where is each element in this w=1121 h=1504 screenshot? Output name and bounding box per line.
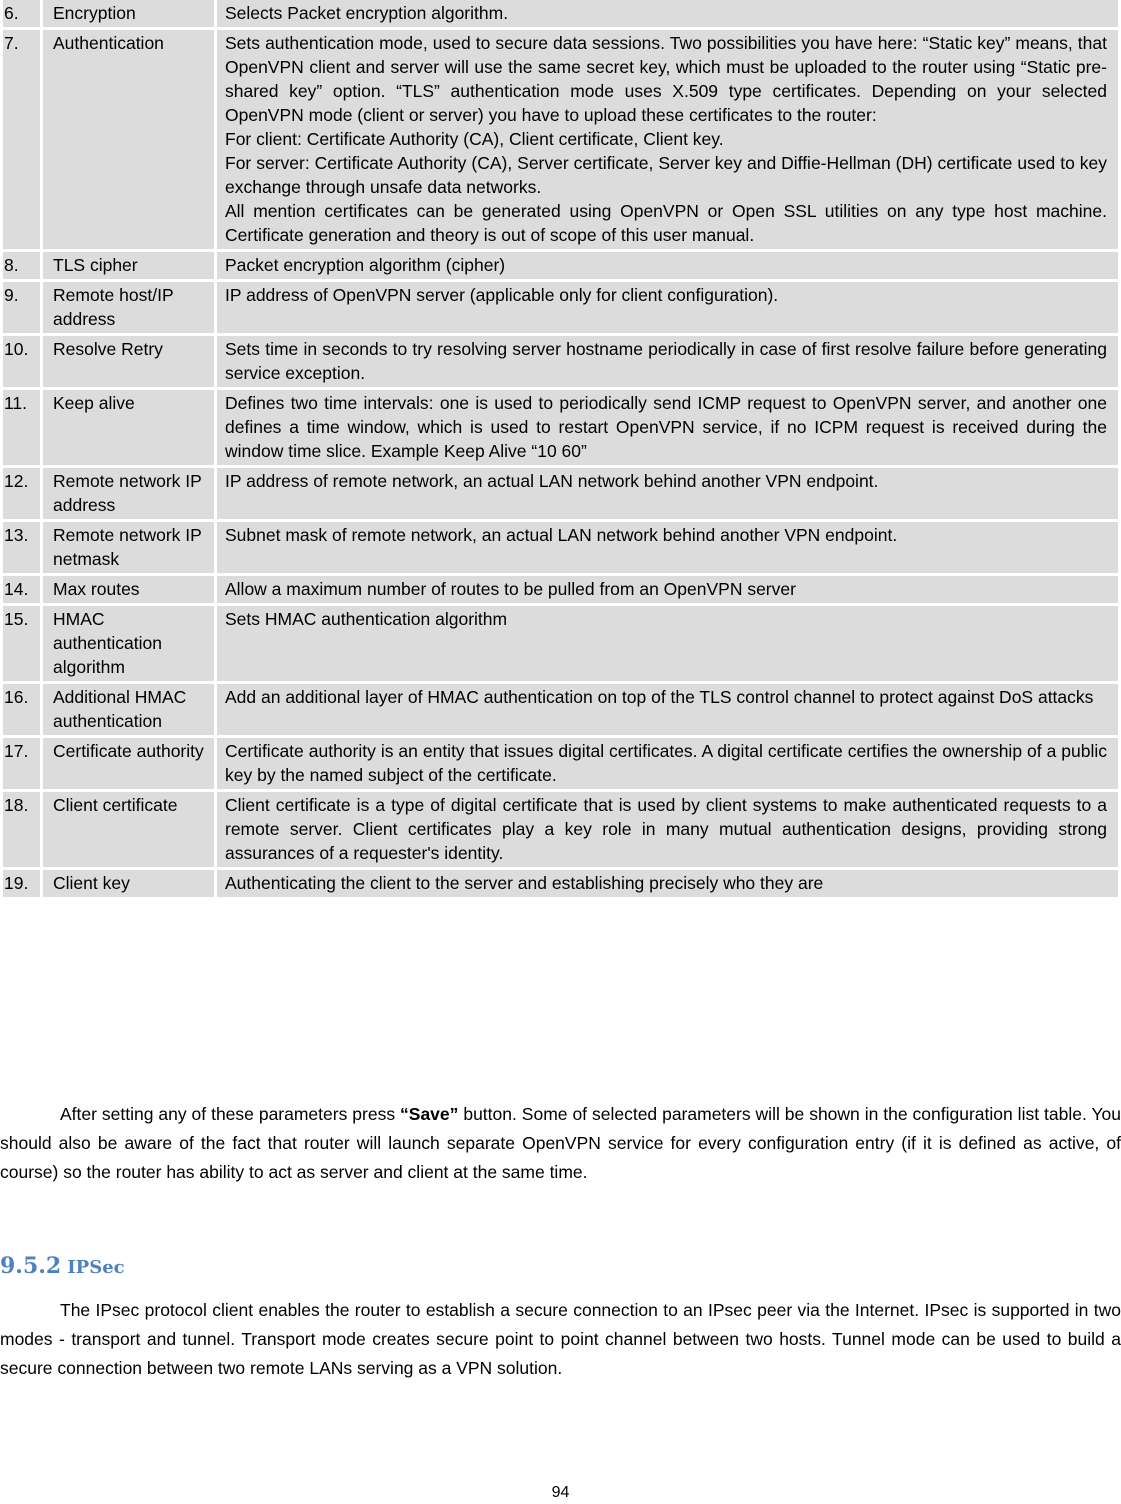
description-line: Sets time in seconds to try resolving server hostname periodically in case of first resolve failure before generating service exception. [225, 339, 1107, 383]
parameter-name: Resolve Retry [43, 336, 214, 387]
row-number: 16. [3, 684, 40, 735]
table-row [3, 30, 1118, 249]
parameter-description [217, 468, 1118, 519]
parameter-description [217, 0, 1118, 27]
description-line: Allow a maximum number of routes to be pulled from an OpenVPN server [225, 579, 796, 599]
parameter-name: Remote network IP netmask [43, 522, 214, 573]
table-row [3, 792, 1118, 867]
parameter-description [217, 336, 1118, 387]
parameter-description [217, 252, 1118, 279]
table-row [3, 576, 1118, 603]
table-row [3, 870, 1118, 897]
row-number: 19. [3, 870, 40, 897]
description-line: Authenticating the client to the server and establishing precisely who they are [225, 873, 824, 893]
description-line: Add an additional layer of HMAC authentication on top of the TLS control channel to protect against DoS attacks [225, 687, 1094, 707]
description-line: Sets HMAC authentication algorithm [225, 609, 508, 629]
table-row [3, 252, 1118, 279]
parameter-name: Remote network IP address [43, 468, 214, 519]
parameter-description [217, 738, 1118, 789]
description-line: All mention certificates can be generated using OpenVPN or Open SSL utilities on any type host machine. Certificate generation and theory is out of scope of this user manual. [225, 201, 1107, 245]
parameter-name: Authentication [43, 30, 214, 249]
table-row [3, 336, 1118, 387]
row-number: 8. [3, 252, 40, 279]
table-row [3, 606, 1118, 681]
row-number: 12. [3, 468, 40, 519]
description-line: Sets authentication mode, used to secure data sessions. Two possibilities you have here: “Static key” means, that OpenVPN client and server will use the same secret key, which must be uploaded to the router using “Static pre-shared key” option. “TLS” authentication mode uses X.509 type certificates. Depending on your selected OpenVPN mode (client or server) you have to upload these certificates to the router: [225, 33, 1107, 125]
row-number: 6. [3, 0, 40, 27]
parameter-description [217, 30, 1118, 249]
table-row [3, 522, 1118, 573]
parameter-description [217, 522, 1118, 573]
parameter-description [217, 390, 1118, 465]
table-row [3, 0, 1118, 27]
section-heading [0, 1253, 125, 1279]
parameter-name: Client key [43, 870, 214, 897]
description-line: For server: Certificate Authority (CA), Server certificate, Server key and Diffie-Hellman (DH) certificate used to key exchange through unsafe data networks. [225, 153, 1107, 197]
description-line: Selects Packet encryption algorithm. [225, 3, 509, 23]
description-line: IP address of OpenVPN server (applicable only for client configuration). [225, 285, 779, 305]
row-number: 11. [3, 390, 40, 465]
row-number: 18. [3, 792, 40, 867]
save-instructions-paragraph [0, 1100, 1121, 1187]
ipsec-description-text: The IPsec protocol client enables the router to establish a secure connection to an IPsec peer via the Internet. IPsec is supported in two modes - transport and tunnel. Transport mode creates secure point to point channel between two hosts. Tunnel mode can be used to build a secure connection between two remote LANs serving as a VPN solution. [0, 1300, 1121, 1378]
save-keyword: “Save” [400, 1104, 459, 1124]
parameter-name: HMAC authentication algorithm [43, 606, 214, 681]
parameter-name: Additional HMAC authentication [43, 684, 214, 735]
parameter-description [217, 282, 1118, 333]
table-row [3, 282, 1118, 333]
parameters-table-body [3, 0, 1118, 897]
section-number: 9.5.2 [0, 1253, 62, 1279]
description-line: IP address of remote network, an actual LAN network behind another VPN endpoint. [225, 471, 879, 491]
row-number: 17. [3, 738, 40, 789]
table-row [3, 468, 1118, 519]
table-row [3, 738, 1118, 789]
parameter-description [217, 684, 1118, 735]
parameter-description [217, 870, 1118, 897]
row-number: 15. [3, 606, 40, 681]
table-row [3, 684, 1118, 735]
parameter-description [217, 792, 1118, 867]
parameter-description [217, 576, 1118, 603]
section-title: IPSec [67, 1257, 125, 1278]
description-line: Defines two time intervals: one is used to periodically send ICMP request to OpenVPN server, and another one defines a time window, which is used to restart OpenVPN service, if no ICPM request is received during the window time slice. Example Keep Alive “10 60” [225, 393, 1107, 461]
save-text-after: button. Some of selected parameters will be shown in the configuration list table. You should also be aware of the fact that router will launch separate OpenVPN service for every configuration entry (if it is defined as active, of course) so the router has ability to act as server and client at the same time. [0, 1104, 1121, 1182]
table-row [3, 390, 1118, 465]
parameter-name: Keep alive [43, 390, 214, 465]
parameter-description [217, 606, 1118, 681]
parameter-name: TLS cipher [43, 252, 214, 279]
description-line: Client certificate is a type of digital certificate that is used by client systems to make authenticated requests to a remote server. Client certificates play a key role in many mutual authentication designs, providing strong assurances of a requester's identity. [225, 795, 1107, 863]
ipsec-description-paragraph [0, 1296, 1121, 1383]
parameter-name: Client certificate [43, 792, 214, 867]
description-line: Subnet mask of remote network, an actual LAN network behind another VPN endpoint. [225, 525, 898, 545]
row-number: 9. [3, 282, 40, 333]
parameter-name: Max routes [43, 576, 214, 603]
description-line: Packet encryption algorithm (cipher) [225, 255, 506, 275]
description-line: Certificate authority is an entity that issues digital certificates. A digital certificate certifies the ownership of a public key by the named subject of the certificate. [225, 741, 1107, 785]
row-number: 13. [3, 522, 40, 573]
row-number: 10. [3, 336, 40, 387]
save-text-before: After setting any of these parameters press [60, 1104, 401, 1124]
page-number: 94 [551, 1484, 570, 1501]
parameter-name: Remote host/IP address [43, 282, 214, 333]
parameter-name: Encryption [43, 0, 214, 27]
description-line: For client: Certificate Authority (CA), Client certificate, Client key. [225, 129, 724, 149]
parameter-name: Certificate authority [43, 738, 214, 789]
row-number: 7. [3, 30, 40, 249]
row-number: 14. [3, 576, 40, 603]
